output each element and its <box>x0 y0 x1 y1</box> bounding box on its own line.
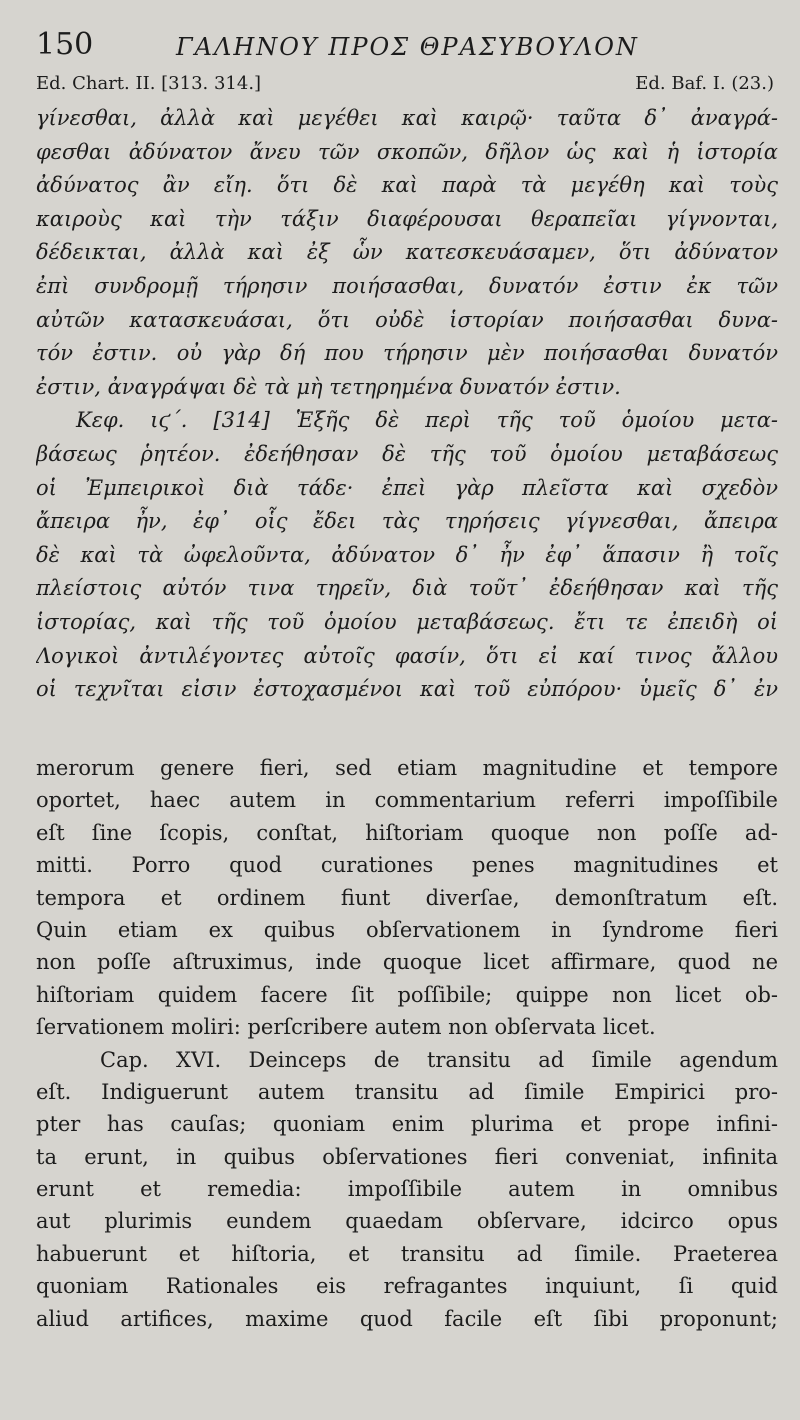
greek-line: ἱστορίας, καὶ τῆς τοῦ ὁμοίου μεταβάσεως. ἔτι τε ἐπειδὴ οἱ <box>36 609 778 634</box>
greek-line: δέδεικται, ἀλλὰ καὶ ἐξ ὧν κατεσκευάσαμεν, ὅτι ἀδύνατον <box>36 240 778 265</box>
running-title: ΓΑΛΗΝΟΥ ΠΡΟΣ ΘΡΑΣΥΒΟΥΛΟΝ <box>176 33 639 61</box>
latin-line: aliud artifices, maxime quod facile eſt ſibi proponunt; <box>36 1306 778 1331</box>
latin-line: ta erunt, in quibus obſervationes fieri conveniat, infinita <box>36 1144 778 1169</box>
greek-line: οἱ τεχνῖται εἰσιν ἐστοχασμένοι καὶ τοῦ εὐπόρου· ὑμεῖς δ᾽ ἐν <box>36 677 778 702</box>
latin-line: pter has cauſas; quoniam enim plurima et prope infini- <box>36 1112 778 1137</box>
latin-line: ſervationem moliri: perſcribere autem non obſervata licet. <box>36 1015 656 1040</box>
latin-line: erunt et remedia: impoſſibile autem in omnibus <box>36 1177 778 1202</box>
latin-line: aut plurimis eundem quaedam obſervare, idcirco opus <box>36 1209 778 1234</box>
greek-line: οἱ Ἐμπειρικοὶ διὰ τάδε· ἐπεὶ γὰρ πλεῖστα καὶ σχεδὸν <box>36 475 778 500</box>
greek-line: Λογικοὶ ἀντιλέγοντες αὐτοῖς φασίν, ὅτι εἰ καί τινος ἄλλου <box>36 643 778 668</box>
latin-line: habuerunt et hiſtoria, et transitu ad ſimile. Praeterea <box>36 1241 778 1266</box>
latin-line: oportet, haec autem in commentarium referri impoſſibile <box>36 788 778 813</box>
latin-line: hiſtoriam quidem facere ſit poſſibile; quippe non licet ob- <box>36 982 778 1007</box>
latin-line: merorum genere fieri, sed etiam magnitudine et tempore <box>36 756 778 780</box>
greek-line: γίνεσθαι, ἀλλὰ καὶ μεγέθει καὶ καιρῷ· ταῦτα δ᾽ ἀναγρά- <box>36 106 778 130</box>
latin-line: tempora et ordinem fiunt diverſae, demonſtratum eſt. <box>36 885 778 910</box>
latin-line: eſt ſine ſcopis, conſtat, hiſtoriam quoque non poſſe ad- <box>36 820 778 845</box>
greek-line: τόν ἐστιν. οὐ γὰρ δή που τήρησιν μὲν ποιήσασθαι δυνατόν <box>36 341 778 366</box>
edition-reference-line <box>36 68 778 100</box>
greek-line: πλείστοις αὐτόν τινα τηρεῖν, διὰ τοῦτ᾽ ἐδεήθησαν καὶ τῆς <box>36 576 778 601</box>
edition-chart-reference: Ed. Chart. II. [313. 314.] <box>36 73 262 94</box>
latin-line: quoniam Rationales eis refragantes inquiunt, ſi quid <box>36 1274 778 1299</box>
latin-line: Quin etiam ex quibus obſervationem in ſyndrome fieri <box>36 917 778 942</box>
greek-line: βάσεως ῥητέον. ἐδεήθησαν δὲ τῆς τοῦ ὁμοίου μεταβάσεως <box>36 441 778 466</box>
greek-chapter-heading-line: Κεφ. ιϛ΄. [314] Ἑξῆς δὲ περὶ τῆς τοῦ ὁμοίου μετα- <box>76 408 778 433</box>
latin-chapter-heading-line: Cap. XVI. Deinceps de transitu ad ſimile agendum <box>100 1047 778 1072</box>
latin-line: eſt. Indiguerunt autem transitu ad ſimile Empirici pro- <box>36 1079 778 1104</box>
page-number: 150 <box>36 27 94 62</box>
greek-line: ἐστιν, ἀναγράψαι δὲ τὰ μὴ τετηρημένα δυνατόν ἐστιν. <box>36 374 621 399</box>
greek-line: δὲ καὶ τὰ ὠφελοῦντα, ἀδύνατον δ᾽ ἦν ἐφ᾽ ἅπασιν ἢ τοῖς <box>36 542 778 567</box>
latin-text-block <box>36 752 778 1335</box>
latin-line: non poſſe aſtruximus, inde quoque licet affirmare, quod ne <box>36 950 778 975</box>
greek-line: ἀδύνατος ἂν εἴη. ὅτι δὲ καὶ παρὰ τὰ μεγέθη καὶ τοὺς <box>36 173 778 198</box>
greek-text-block <box>36 102 778 707</box>
greek-line: καιροὺς καὶ τὴν τάξιν διαφέρουσαι θεραπεῖαι γίγνονται, <box>36 206 778 231</box>
edition-basel-reference: Ed. Baf. I. (23.) <box>635 73 774 94</box>
page-header <box>36 28 778 68</box>
greek-line: ἄπειρα ἦν, ἐφ᾽ οἷς ἔδει τὰς τηρήσεις γίγνεσθαι, ἄπειρα <box>36 509 778 534</box>
greek-line: αὐτῶν κατασκευάσαι, ὅτι οὐδὲ ἱστορίαν ποιήσασθαι δυνα- <box>36 307 778 332</box>
greek-line: φεσθαι ἀδύνατον ἄνευ τῶν σκοπῶν, δῆλον ὡς καὶ ἡ ἱστορία <box>36 139 778 164</box>
greek-line: ἐπὶ συνδρομῇ τήρησιν ποιήσασθαι, δυνατόν ἐστιν ἐκ τῶν <box>36 273 778 298</box>
latin-line: mitti. Porro quod curationes penes magnitudines et <box>36 853 778 878</box>
